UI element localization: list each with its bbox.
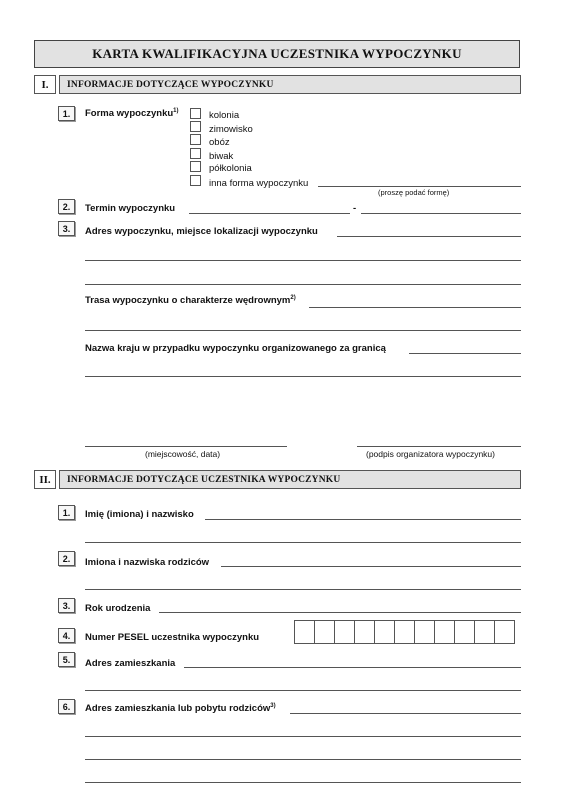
item-number: 4. bbox=[58, 628, 75, 643]
pesel-digit-cell[interactable] bbox=[294, 620, 315, 644]
checkbox-other-form[interactable] bbox=[190, 175, 201, 186]
parents-names-field[interactable] bbox=[85, 589, 521, 590]
parents-names-label: Imiona i nazwiska rodziców bbox=[85, 557, 210, 568]
home-address-field[interactable] bbox=[184, 667, 521, 668]
place-date-field[interactable] bbox=[85, 446, 287, 447]
holiday-address-label: Adres wypoczynku, miejsce lokalizacji wypoczynku bbox=[85, 226, 318, 237]
parents-address-field[interactable] bbox=[85, 736, 521, 737]
item-number: 2. bbox=[58, 199, 75, 214]
section-2-heading: INFORMACJE DOTYCZĄCE UCZESTNIKA WYPOCZYNKU bbox=[59, 470, 521, 489]
abroad-country-field[interactable] bbox=[409, 353, 521, 354]
parents-address-label: Adres zamieszkania lub pobytu rodziców$^{3)}$ bbox=[85, 703, 276, 715]
item-number: 2. bbox=[58, 551, 75, 566]
abroad-country-field[interactable] bbox=[85, 376, 521, 377]
holiday-address-field[interactable] bbox=[85, 260, 521, 261]
abroad-country-label: Nazwa kraju w przypadku wypoczynku organizowanego za granicą bbox=[85, 343, 386, 354]
checkbox-oboz[interactable] bbox=[190, 134, 201, 145]
pesel-grid bbox=[294, 620, 515, 644]
option-label: kolonia bbox=[209, 110, 240, 121]
parents-address-field[interactable] bbox=[290, 713, 521, 714]
pesel-digit-cell[interactable] bbox=[414, 620, 435, 644]
parents-address-field[interactable] bbox=[85, 782, 521, 783]
form-title: KARTA KWALIFIKACYJNA UCZESTNIKA WYPOCZYNKU bbox=[34, 40, 520, 68]
holiday-address-field[interactable] bbox=[85, 284, 521, 285]
option-label: biwak bbox=[209, 151, 234, 162]
participant-name-field[interactable] bbox=[205, 519, 521, 520]
parents-address-field[interactable] bbox=[85, 759, 521, 760]
option-label: inna forma wypoczynku bbox=[209, 178, 309, 189]
item-number: 3. bbox=[58, 221, 75, 236]
checkbox-biwak[interactable] bbox=[190, 148, 201, 159]
item-number: 1. bbox=[58, 505, 75, 520]
other-form-hint: (proszę podać formę) bbox=[378, 188, 450, 197]
pesel-digit-cell[interactable] bbox=[334, 620, 355, 644]
pesel-digit-cell[interactable] bbox=[314, 620, 335, 644]
section-1-number: I. bbox=[34, 75, 56, 94]
birth-year-label: Rok urodzenia bbox=[85, 603, 151, 614]
option-label: zimowisko bbox=[209, 124, 253, 135]
section-1-heading: INFORMACJE DOTYCZĄCE WYPOCZYNKU bbox=[59, 75, 521, 94]
route-label: Trasa wypoczynku o charakterze wędrownym$^{2)}$ bbox=[85, 295, 296, 307]
section-2-number: II. bbox=[34, 470, 56, 489]
pesel-digit-cell[interactable] bbox=[434, 620, 455, 644]
route-field[interactable] bbox=[309, 307, 521, 308]
item-number: 3. bbox=[58, 598, 75, 613]
holiday-form-label: Forma wypoczynku$^{1)}$ bbox=[85, 108, 179, 120]
item-number: 5. bbox=[58, 652, 75, 667]
parents-names-field[interactable] bbox=[221, 566, 521, 567]
route-field[interactable] bbox=[85, 330, 521, 331]
item-number: 6. bbox=[58, 699, 75, 714]
checkbox-zimowisko[interactable] bbox=[190, 121, 201, 132]
pesel-digit-cell[interactable] bbox=[454, 620, 475, 644]
pesel-label: Numer PESEL uczestnika wypoczynku bbox=[85, 632, 260, 643]
pesel-digit-cell[interactable] bbox=[374, 620, 395, 644]
checkbox-polkolonia[interactable] bbox=[190, 161, 201, 172]
pesel-digit-cell[interactable] bbox=[494, 620, 515, 644]
home-address-label: Adres zamieszkania bbox=[85, 658, 176, 669]
other-form-field[interactable] bbox=[318, 186, 521, 187]
participant-name-label: Imię (imiona) i nazwisko bbox=[85, 509, 194, 520]
organizer-signature-caption: (podpis organizatora wypoczynku) bbox=[366, 449, 495, 459]
checkbox-kolonia[interactable] bbox=[190, 108, 201, 119]
pesel-digit-cell[interactable] bbox=[474, 620, 495, 644]
holiday-address-field[interactable] bbox=[337, 236, 521, 237]
date-to-field[interactable] bbox=[361, 213, 521, 214]
participant-name-field[interactable] bbox=[85, 542, 521, 543]
home-address-field[interactable] bbox=[85, 690, 521, 691]
option-label: półkolonia bbox=[209, 163, 252, 174]
place-date-caption: (miejscowość, data) bbox=[145, 449, 221, 459]
option-label: obóz bbox=[209, 137, 230, 148]
birth-year-field[interactable] bbox=[159, 612, 521, 613]
organizer-signature-field[interactable] bbox=[357, 446, 521, 447]
holiday-date-label: Termin wypoczynku bbox=[85, 203, 176, 214]
pesel-digit-cell[interactable] bbox=[354, 620, 375, 644]
date-separator: - bbox=[353, 203, 357, 214]
item-number: 1. bbox=[58, 106, 75, 121]
date-from-field[interactable] bbox=[189, 213, 350, 214]
pesel-digit-cell[interactable] bbox=[394, 620, 415, 644]
